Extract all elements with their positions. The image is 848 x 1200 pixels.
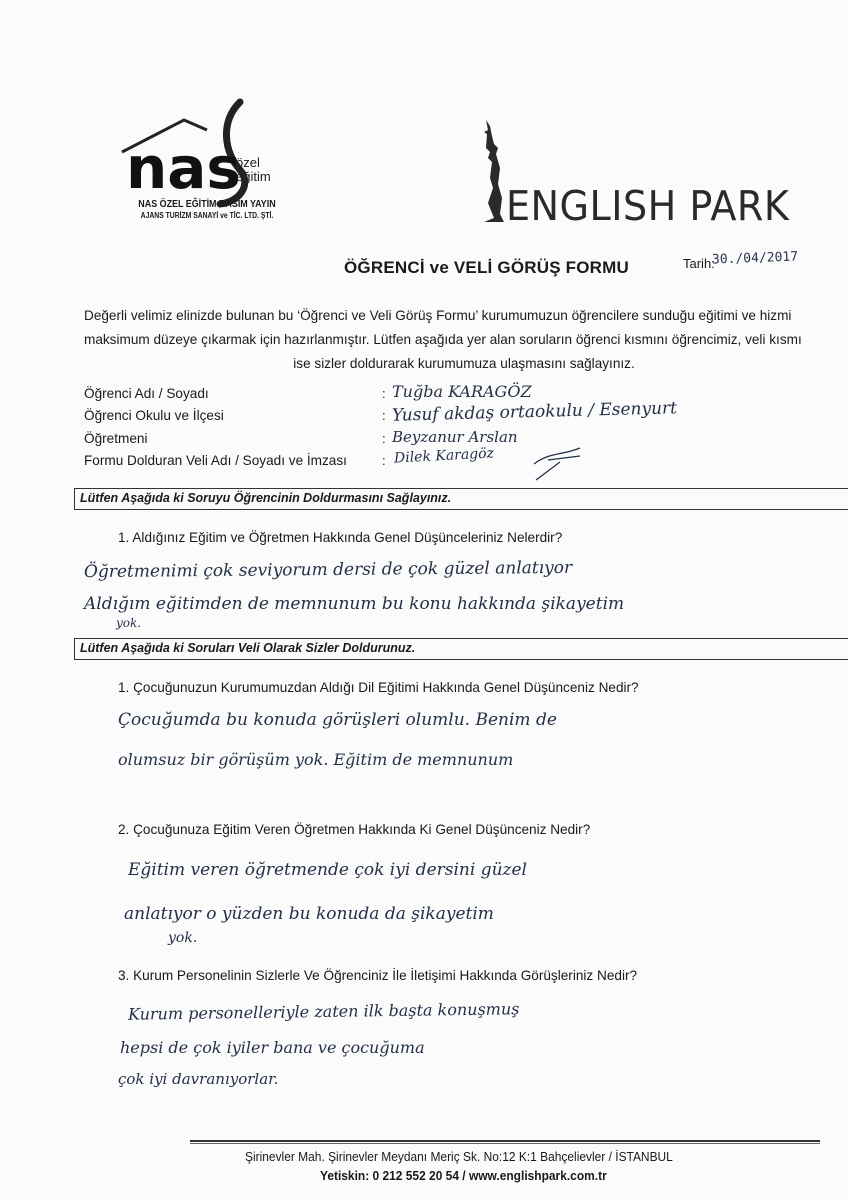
teacher-field[interactable]: Beyzanur Arslan xyxy=(392,428,518,446)
intro-paragraph xyxy=(84,304,844,376)
parent-answer-3-line-2[interactable]: hepsi de çok iyiler bana ve çocuğuma xyxy=(120,1038,425,1057)
parent-question-1: 1. Çocuğunuzun Kurumumuzdan Aldığı Dil Eğitimi Hakkında Genel Düşünceniz Nedir? xyxy=(118,680,639,695)
statue-of-liberty-icon xyxy=(478,118,508,228)
footer-divider-thin xyxy=(190,1143,820,1144)
date-label: Tarih: xyxy=(683,256,715,271)
student-name-field[interactable]: Tuğba KARAGÖZ xyxy=(392,382,532,401)
intro-line-3: ise sizler doldurarak kurumumuza ulaşmasını sağlayınız. xyxy=(293,356,635,371)
parent-answer-3-line-3[interactable]: çok iyi davranıyorlar. xyxy=(118,1070,279,1088)
parent-answer-2-line-3[interactable]: yok. xyxy=(168,930,198,946)
nas-company-line2: AJANS TURİZM SANAYİ ve TİC. LTD. ŞTİ. xyxy=(140,211,274,220)
parent-answer-2-line-1[interactable]: Eğitim veren öğretmende çok iyi dersini güzel xyxy=(128,860,527,880)
student-section-header: Lütfen Aşağıda ki Soruyu Öğrencinin Doldurmasını Sağlayınız. xyxy=(74,488,848,510)
nas-ozel-egitim xyxy=(236,156,271,184)
intro-line-1: Değerli velimiz elinizde bulunan bu ‘Öğrenci ve Veli Görüş Formu’ kurumumuzun öğrencilere sunduğu eğitimi ve hizmi xyxy=(84,308,792,323)
date-value[interactable]: 30./04/2017 xyxy=(711,249,799,268)
footer-contact: Yetiskin: 0 212 552 20 54 / www.englishpark.com.tr xyxy=(320,1168,607,1183)
nas-company-line1: NAS ÖZEL EĞİTİM BASIM YAYIN xyxy=(138,198,276,210)
intro-line-2: maksimum düzeye çıkarmak için hazırlanmıştır. Lütfen aşağıda yer alan soruların öğrenci kısmını öğrencimiz, veli kısmı xyxy=(84,332,802,347)
form-title: ÖĞRENCİ ve VELİ GÖRÜŞ FORMU xyxy=(344,258,629,277)
english-park-logo-text: ENGLISH PARK xyxy=(506,182,790,230)
colon: : xyxy=(382,386,386,401)
student-question-1: 1. Aldığınız Eğitim ve Öğretmen Hakkında Genel Düşünceleriniz Nelerdir? xyxy=(118,530,563,545)
parent-answer-1-line-1[interactable]: Çocuğumda bu konuda görüşleri olumlu. Benim de xyxy=(118,710,557,730)
student-school-label: Öğrenci Okulu ve İlçesi xyxy=(84,408,224,423)
student-answer-1-line-2[interactable]: Aldığım eğitimden de memnunum bu konu hakkında şikayetim xyxy=(84,594,625,614)
parent-question-2: 2. Çocuğunuza Eğitim Veren Öğretmen Hakkında Ki Genel Düşünceniz Nedir? xyxy=(118,822,591,837)
student-school-field[interactable]: Yusuf akdaş ortaokulu / Esenyurt xyxy=(391,398,678,426)
student-answer-1-line-3[interactable]: yok. xyxy=(116,616,142,630)
parent-answer-3-line-1[interactable]: Kurum personelleriyle zaten ilk başta konuşmuş xyxy=(127,999,520,1024)
nas-letters: nas xyxy=(126,134,241,202)
parent-question-3: 3. Kurum Personelinin Sizlerle Ve Öğrenciniz İle İletişimi Hakkında Görüşleriniz Nedir? xyxy=(118,968,638,983)
parent-section-header: Lütfen Aşağıda ki Soruları Veli Olarak Sizler Doldurunuz. xyxy=(74,638,848,660)
parent-name-field[interactable]: Dilek Karagöz xyxy=(393,445,495,467)
student-answer-1-line-1[interactable]: Öğretmenimi çok seviyorum dersi de çok güzel anlatıyor xyxy=(83,557,573,583)
nas-egitim: eğitim xyxy=(236,169,271,184)
student-name-label: Öğrenci Adı / Soyadı xyxy=(84,386,209,401)
colon: : xyxy=(382,408,386,423)
nas-ozel: özel xyxy=(236,155,260,170)
parent-name-label: Formu Dolduran Veli Adı / Soyadı ve İmzası xyxy=(84,453,347,468)
footer-address: Şirinevler Mah. Şirinevler Meydanı Meriç Sk. No:12 K:1 Bahçelievler / İSTANBUL xyxy=(245,1149,673,1164)
signature-icon xyxy=(530,442,590,482)
parent-answer-2-line-2[interactable]: anlatıyor o yüzden bu konuda da şikayetim xyxy=(124,904,494,924)
colon: : xyxy=(382,431,386,446)
nas-company-name xyxy=(122,198,292,222)
colon: : xyxy=(382,453,386,468)
teacher-label: Öğretmeni xyxy=(84,431,148,446)
footer-divider xyxy=(190,1140,820,1142)
parent-answer-1-line-2[interactable]: olumsuz bir görüşüm yok. Eğitim de memnunum xyxy=(118,750,514,769)
